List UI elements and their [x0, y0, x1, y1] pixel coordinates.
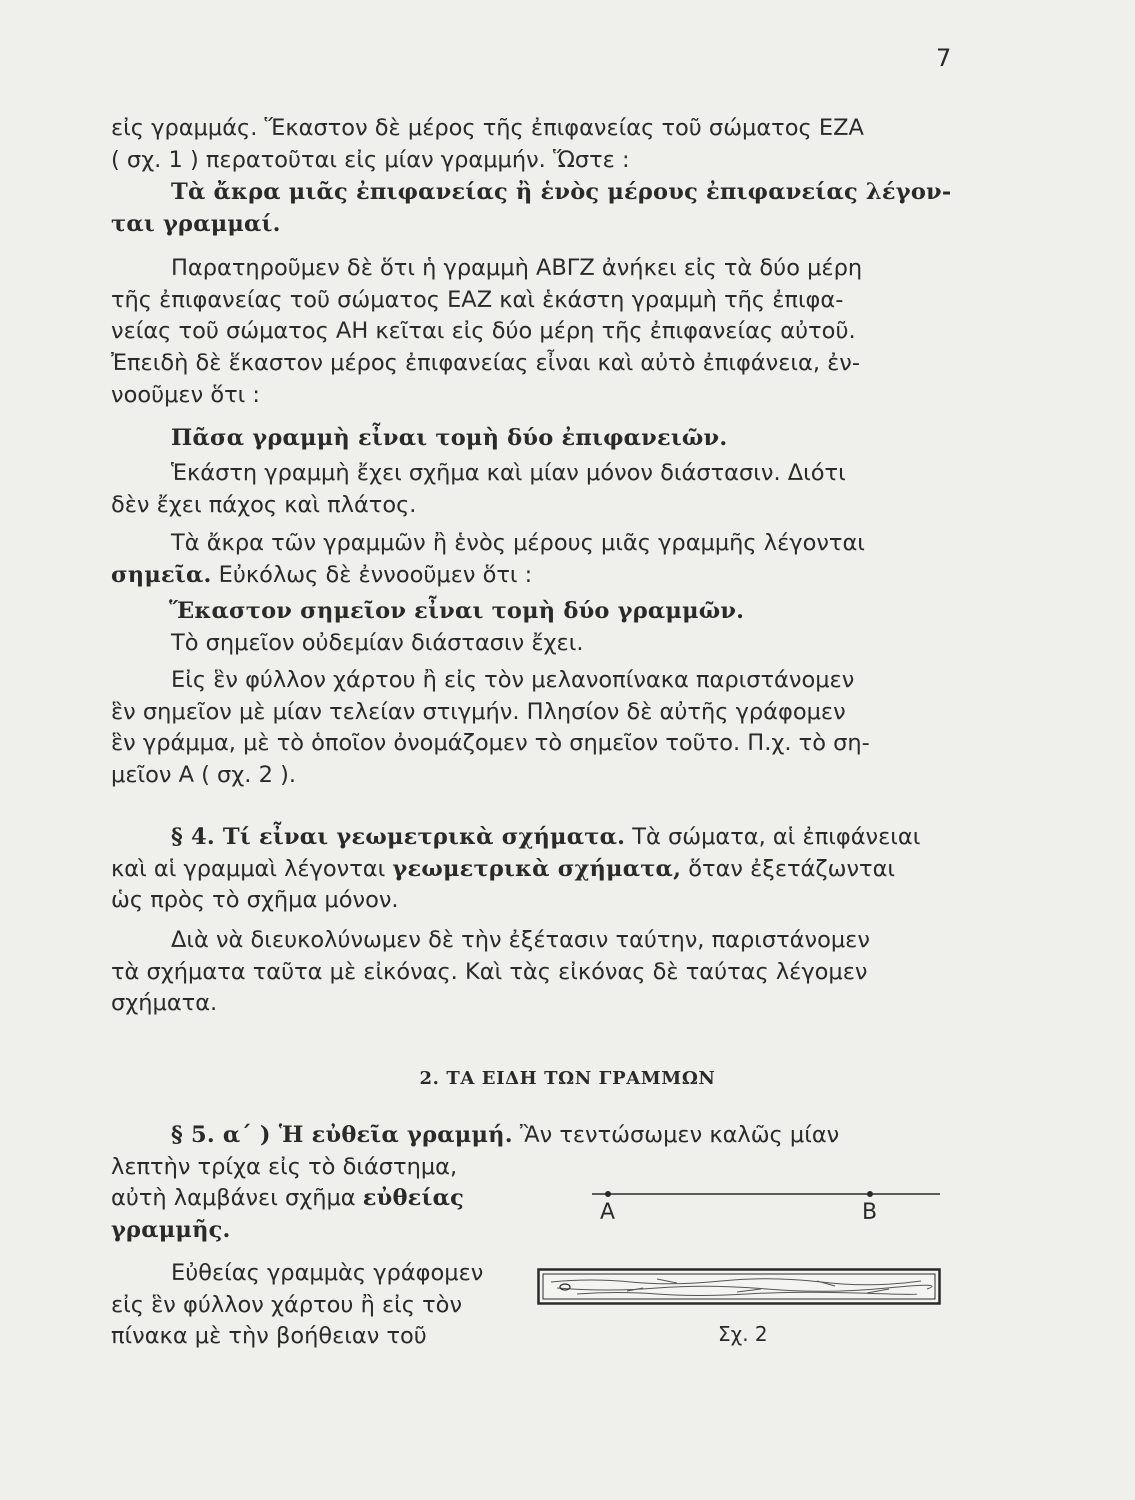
- paragraph-dimension: [111, 458, 956, 521]
- text-line: [111, 822, 956, 854]
- chapter-heading: 2. ΤΑ ΕΙΔΗ ΤΩΝ ΓΡΑΜΜΩΝ: [419, 1068, 716, 1089]
- text-fragment: Εὐκόλως δὲ ἐννοοῦμεν ὅτι :: [211, 561, 533, 588]
- ruler-outline: [539, 1270, 940, 1304]
- page-number: 7: [936, 44, 952, 72]
- text-line: Ἑκάστη γραμμὴ ἔχει σχῆμα καὶ μίαν μόνον διάστασιν. Διότι: [171, 460, 846, 486]
- straight-line-figure: [590, 1180, 950, 1220]
- text-line: [111, 560, 956, 592]
- definition-text: Πᾶσα γραμμὴ εἶναι τομὴ δύο ἐπιφανειῶν.: [171, 425, 728, 451]
- definition-line: [111, 177, 956, 240]
- text-line: ἓν σημεῖον μὲ μίαν τελείαν στιγμήν. Πλησίον δὲ αὐτῆς γράφομεν: [111, 698, 846, 725]
- text-fragment: Ἂν τεντώσωμεν καλῶς μίαν: [512, 1122, 840, 1148]
- text-fragment: ὅταν ἐξετάζωνται: [681, 855, 896, 882]
- text-line: σχήματα.: [111, 990, 218, 1017]
- text-line: Ἐπειδὴ δὲ ἕκαστον μέρος ἐπιφανείας εἶναι καὶ αὐτὸ ἐπιφάνεια, ἐν-: [111, 350, 860, 377]
- text-line: τῆς ἐπιφανείας τοῦ σώματος ΕΑΖ καὶ ἑκάστη γραμμὴ τῆς ἐπιφα-: [111, 286, 844, 313]
- paragraph-points: [111, 528, 956, 591]
- definition-text: ται γραμμαί.: [111, 210, 281, 237]
- point-b-label: Β: [862, 1200, 878, 1225]
- figure-caption: Σχ. 2: [718, 1322, 768, 1346]
- paragraph-no-dimension: [111, 628, 956, 660]
- point-a-dot: [605, 1191, 611, 1197]
- paragraph-figures: [111, 925, 956, 1020]
- text-line: Εἰς ἓν φύλλον χάρτου ἢ εἰς τὸν μελανοπίνακα παριστάνομεν: [171, 667, 855, 693]
- text-line: [111, 854, 956, 886]
- text-line: Τὰ ἄκρα τῶν γραμμῶν ἢ ἑνὸς μέρους μιᾶς γραμμῆς λέγονται: [171, 530, 865, 556]
- text-line: λεπτὴν τρίχα εἰς τὸ διάστημα,: [111, 1153, 458, 1180]
- text-line: νείας τοῦ σώματος ΑΗ κεῖται εἰς δύο μέρη τῆς ἐπιφανείας αὐτοῦ.: [111, 318, 856, 345]
- text-line: τὰ σχήματα ταῦτα μὲ εἰκόνας. Καὶ τὰς εἰκόνας δὲ ταύτας λέγομεν: [111, 958, 868, 985]
- text-line: νοοῦμεν ὅτι :: [111, 381, 260, 408]
- section-title: § 4. Τί εἶναι γεωμετρικὰ σχήματα.: [171, 824, 626, 850]
- text-line: [111, 1120, 956, 1152]
- paragraph-drawing-point: [111, 665, 956, 792]
- text-line: μεῖον Α ( σχ. 2 ).: [111, 762, 297, 789]
- text-line: δὲν ἔχει πάχος καὶ πλάτος.: [111, 491, 417, 518]
- definition-line: [111, 596, 956, 628]
- text-line: ἓν γράμμα, μὲ τὸ ὁποῖον ὀνομάζομεν τὸ σημεῖον τοῦτο. Π.χ. τὸ ση-: [111, 730, 870, 757]
- bold-term: γεωμετρικὰ σχήματα,: [392, 855, 682, 882]
- point-a-label: Α: [600, 1200, 616, 1225]
- text-line: Παρατηροῦμεν δὲ ὅτι ἡ γραμμὴ ΑΒΓΖ ἀνήκει εἰς τὰ δύο μέρη: [171, 255, 863, 281]
- section-4: [111, 822, 956, 917]
- text-line: Διὰ νὰ διευκολύνωμεν δὲ τὴν ἐξέτασιν ταύτην, παριστάνομεν: [171, 927, 870, 953]
- text-line: Εὐθείας γραμμὰς γράφομεν: [171, 1260, 484, 1286]
- section-title: § 5. α΄ ) Ἡ εὐθεῖα γραμμή.: [171, 1122, 513, 1148]
- text-fragment: αὐτὴ λαμβάνει σχῆμα: [111, 1185, 363, 1212]
- ruler-plank-figure: [537, 1268, 943, 1308]
- definition-text: Ἕκαστον σημεῖον εἶναι τομὴ δύο γραμμῶν.: [169, 598, 745, 624]
- text-line: εἰς γραμμάς. Ἕκαστον δὲ μέρος τῆς ἐπιφανείας τοῦ σώματος ΕΖΑ: [111, 115, 864, 141]
- bold-term: γραμμῆς.: [111, 1217, 231, 1244]
- definition-line: [111, 423, 956, 455]
- text-line: πίνακα μὲ τὴν βοήθειαν τοῦ: [111, 1323, 427, 1350]
- definition-text: Τὰ ἄκρα μιᾶς ἐπιφανείας ἢ ἑνὸς μέρους ἐπιφανείας λέγον-: [171, 179, 952, 205]
- bold-term: εὐθείας: [362, 1185, 465, 1212]
- text-fragment: Τὰ σώματα, αἱ ἐπιφάνειαι: [625, 824, 921, 850]
- paragraph-ruler: [111, 1258, 511, 1353]
- paragraph-observation: [111, 253, 956, 412]
- bold-term: σημεῖα.: [111, 561, 212, 588]
- text-line: εἰς ἓν φύλλον χάρτου ἢ εἰς τὸν: [111, 1291, 463, 1318]
- text-fragment: καὶ αἱ γραμμαὶ λέγονται: [111, 855, 393, 882]
- text-line: ὡς πρὸς τὸ σχῆμα μόνον.: [111, 887, 399, 914]
- paragraph-intro: [111, 113, 956, 176]
- text-line: ( σχ. 1 ) περατοῦται εἰς μίαν γραμμήν. Ὥστε :: [111, 146, 630, 173]
- point-b-dot: [867, 1191, 873, 1197]
- text-line: Τὸ σημεῖον οὐδεμίαν διάστασιν ἔχει.: [171, 630, 584, 656]
